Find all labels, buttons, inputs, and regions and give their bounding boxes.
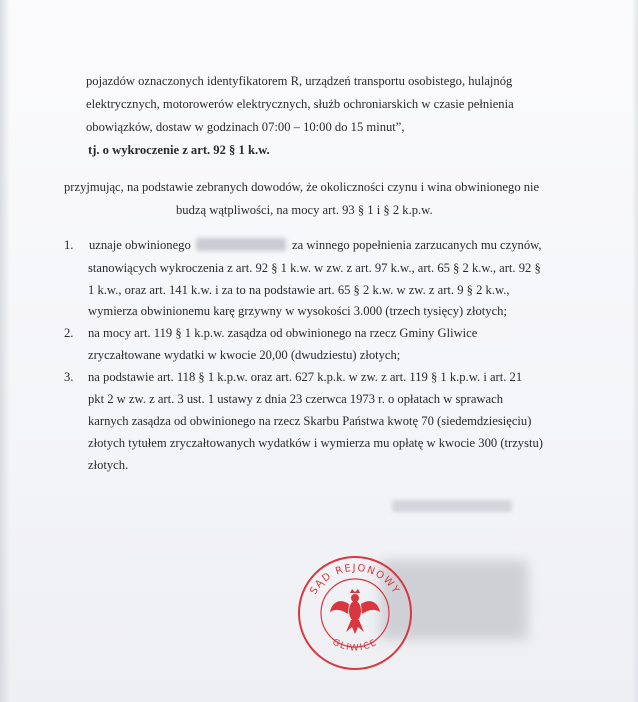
- paragraph1-line: pojazdów oznaczonych identyfikatorem R, urządzeń transportu osobistego, hulajnóg: [86, 74, 513, 88]
- item-line: na podstawie art. 118 § 1 k.p.w. oraz art. 627 k.p.k. w zw. z art. 119 § 1 k.p.w. i art. 21: [88, 370, 523, 384]
- court-stamp: [296, 554, 414, 672]
- redacted-name: [196, 238, 286, 251]
- item-line: złotych.: [88, 458, 129, 472]
- item-number: 1.: [64, 238, 74, 252]
- item-number: 3.: [64, 370, 74, 384]
- item-line: karnych zasądza od obwinionego na rzecz Skarbu Państwa kwotę 70 (siedemdziesięciu): [88, 414, 532, 428]
- item-number: 2.: [64, 326, 74, 340]
- item-line: 1 k.w., oraz art. 141 k.w. i za to na podstawie art. 65 § 2 k.w. w zw. z art. 9 § 2 k.w.,: [88, 283, 510, 297]
- item-line: na mocy art. 119 § 1 k.p.w. zasądza od obwinionego na rzecz Gminy Gliwice: [88, 326, 478, 340]
- item-line: pkt 2 w zw. z art. 3 ust. 1 ustawy z dnia 23 czerwca 1973 r. o opłatach w sprawach: [88, 392, 503, 406]
- item1-lead: uznaje obwinionego: [89, 238, 191, 252]
- redacted-signature-title: [392, 500, 512, 512]
- paragraph1-line: elektrycznych, motorowerów elektrycznych, służb ochroniarskich w czasie pełnienia: [86, 97, 514, 111]
- paragraph2-line: budzą wątpliwości, na mocy art. 93 § 1 i § 2 k.p.w.: [176, 203, 433, 217]
- stamp-bottom-text: GLIWICE: [330, 637, 380, 654]
- offense-line: tj. o wykroczenie z art. 92 § 1 k.w.: [88, 143, 270, 157]
- scan-left-shadow: [0, 0, 10, 702]
- stamp-top-text: SĄD REJONOWY: [308, 562, 402, 597]
- item-line: stanowiących wykroczenia z art. 92 § 1 k.w. w zw. z art. 97 k.w., art. 65 § 2 k.w., art. 92 §: [88, 261, 541, 275]
- item-line: wymierza obwinionemu karę grzywny w wysokości 3.000 (trzech tysięcy) złotych;: [88, 304, 507, 318]
- paragraph1-line: obowiązków, dostaw w godzinach 07:00 – 10:00 do 15 minut”,: [86, 120, 405, 134]
- item-line: zryczałtowane wydatki w kwocie 20,00 (dwudziestu) złotych;: [88, 348, 401, 362]
- item-line: złotych tytułem zryczałtowanych wydatków i wymierza mu opłatę w kwocie 300 (trzystu): [88, 436, 543, 450]
- item1-lead-rest: za winnego popełnienia zarzucanych mu czynów,: [292, 238, 542, 252]
- eagle-emblem-icon: [330, 589, 380, 634]
- paragraph2-line: przyjmując, na podstawie zebranych dowodów, że okoliczności czynu i wina obwinionego nie: [64, 180, 540, 194]
- scan-right-shadow: [632, 0, 638, 702]
